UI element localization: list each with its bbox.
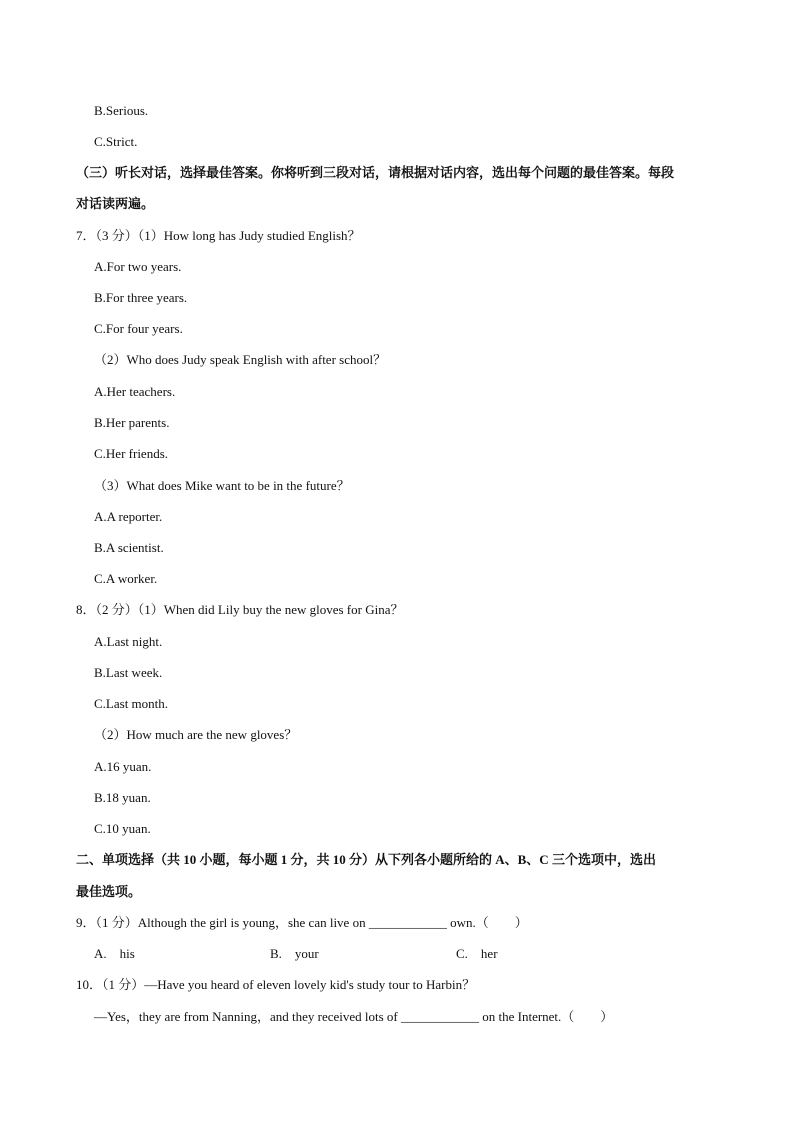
q7-2-option-b: B.Her parents. [94, 415, 170, 430]
q9-option-b: B. your [270, 946, 319, 961]
q7-2-option-c: C.Her friends. [94, 446, 169, 461]
q8-2-option-c: C.10 yuan. [94, 821, 151, 836]
question-7-sub-2: （2）Who does Judy speak English with after school？ [94, 352, 387, 367]
section-3-instructions-line1: （三）听长对话，选择最佳答案。你将听到三段对话，请根据对话内容，选出每个问题的最佳答案。每段 [76, 165, 675, 180]
q7-3-option-c: C.A worker. [94, 571, 158, 586]
q9-option-a: A. his [94, 946, 135, 961]
q8-1-option-a: A.Last night. [94, 634, 163, 649]
q7-1-option-a: A.For two years. [94, 259, 182, 274]
option-b-serious: B.Serious. [94, 103, 149, 118]
q7-3-option-a: A.A reporter. [94, 509, 163, 524]
question-10-line2: —Yes，they are from Nanning，and they received lots of ____________ on the Internet.（ ） [94, 1009, 614, 1024]
q7-3-option-b: B.A scientist. [94, 540, 164, 555]
section-3-instructions-line2: 对话读两遍。 [76, 196, 155, 211]
q7-2-option-a: A.Her teachers. [94, 384, 176, 399]
question-10-line1: 10．（1 分）—Have you heard of eleven lovely kid's study tour to Harbin？ [76, 977, 476, 992]
q8-2-option-a: A.16 yuan. [94, 759, 152, 774]
question-9-text: 9．（1 分）Although the girl is young，she can live on ____________ own.（ ） [76, 915, 528, 930]
section-2-instructions-line1: 二、单项选择（共 10 小题，每小题 1 分，共 10 分）从下列各小题所给的 A、B、C 三个选项中，选出 [76, 852, 656, 867]
q7-1-option-c: C.For four years. [94, 321, 183, 336]
q8-1-option-b: B.Last week. [94, 665, 163, 680]
question-7-sub-3: （3）What does Mike want to be in the future？ [94, 478, 350, 493]
q8-1-option-c: C.Last month. [94, 696, 169, 711]
question-8-sub-2: （2）How much are the new gloves？ [94, 727, 298, 742]
q8-2-option-b: B.18 yuan. [94, 790, 151, 805]
q7-1-option-b: B.For three years. [94, 290, 188, 305]
question-8-header: 8．（2 分）（1）When did Lily buy the new gloves for Gina？ [76, 602, 404, 617]
option-c-strict: C.Strict. [94, 134, 138, 149]
question-7-header: 7．（3 分）（1）How long has Judy studied English？ [76, 228, 361, 243]
section-2-instructions-line2: 最佳选项。 [76, 884, 142, 899]
q9-option-c: C. her [456, 946, 498, 961]
